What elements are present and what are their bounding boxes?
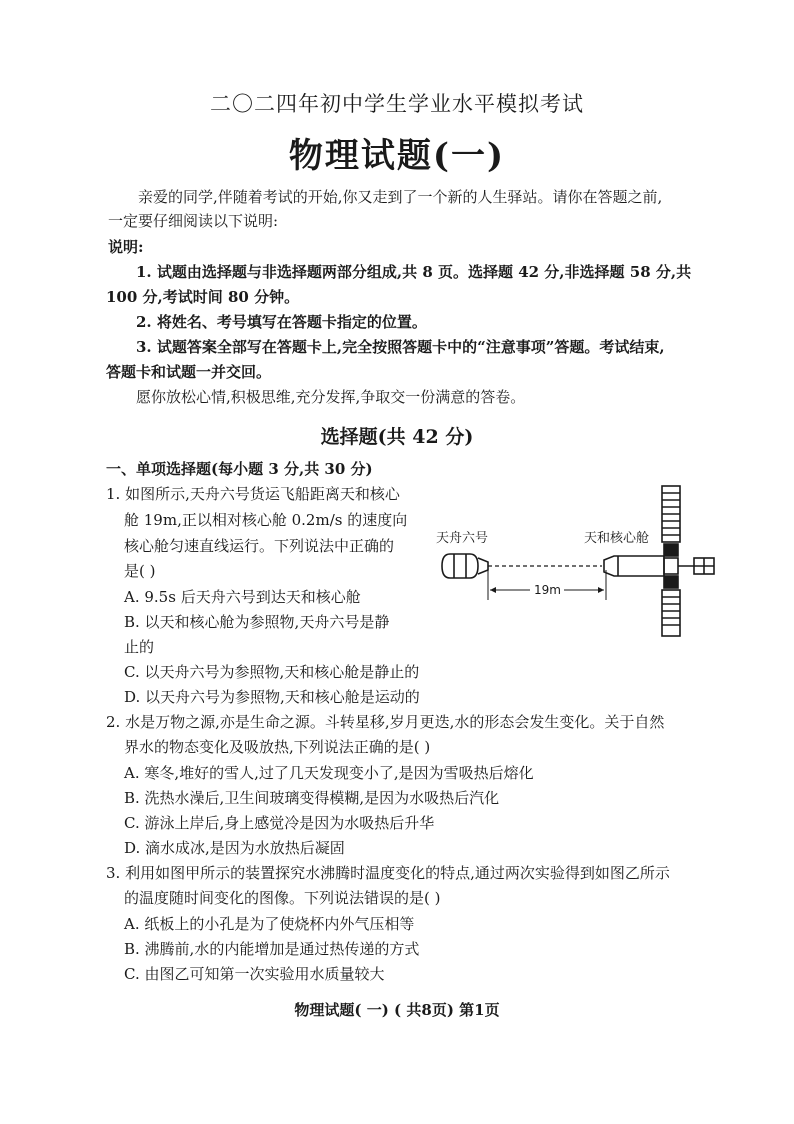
q3-stem-line-2: 的温度随时间变化的图像。下列说法错误的是( ) [124, 889, 441, 907]
q3-option-b: B. 沸腾前,水的内能增加是通过热传递的方式 [124, 940, 420, 958]
instruction-2: 2. 将姓名、考号填写在答题卡指定的位置。 [136, 313, 427, 331]
q1-spacecraft-figure [432, 482, 732, 642]
instruction-3-line-2: 答题卡和试题一并交回。 [106, 363, 272, 381]
label-tianhe: 天和核心舱 [584, 531, 650, 546]
subject-title: 物理试题(一) [288, 136, 506, 176]
tianzhou-capsule-icon [442, 554, 488, 578]
exam-title: 二〇二四年初中学生学业水平模拟考试 [210, 92, 584, 116]
q1-stem-line-3: 核心舱匀速直线运行。下列说法中正确的 [124, 537, 395, 555]
q1-option-a: A. 9.5s 后天舟六号到达天和核心舱 [124, 588, 361, 606]
q1-option-c: C. 以天舟六号为参照物,天和核心舱是静止的 [124, 663, 420, 681]
q2-option-d: D. 滴水成冰,是因为水放热后凝固 [124, 839, 345, 857]
q1-stem-line-4: 是( ) [124, 562, 156, 580]
q3-option-c: C. 由图乙可知第一次实验用水质量较大 [124, 965, 385, 983]
instructions-label: 说明: [108, 238, 144, 256]
q1-stem-line-2: 舱 19m,正以相对核心舱 0.2m/s 的速度向 [124, 511, 408, 529]
section-title: 选择题(共 42 分) [320, 426, 474, 448]
q3-option-a: A. 纸板上的小孔是为了使烧杯内外气压相等 [124, 915, 415, 933]
q2-stem-line-1: 2. 水是万物之源,亦是生命之源。斗转星移,岁月更迭,水的形态会发生变化。关于自然 [106, 713, 665, 731]
q2-option-a: A. 寒冬,堆好的雪人,过了几天发现变小了,是因为雪吸热后熔化 [124, 764, 534, 782]
intro-line-1: 亲爱的同学,伴随着考试的开始,你又走到了一个新的人生驿站。请你在答题之前, [138, 188, 663, 206]
q1-option-d: D. 以天舟六号为参照物,天和核心舱是运动的 [124, 688, 420, 706]
wish-text: 愿你放松心情,积极思维,充分发挥,争取交一份满意的答卷。 [136, 388, 526, 406]
instruction-3-line-1: 3. 试题答案全部写在答题卡上,完全按照答题卡中的“注意事项”答题。考试结束, [136, 338, 665, 356]
distance-label: 19m [534, 583, 561, 597]
instruction-1-line-1: 1. 试题由选择题与非选择题两部分组成,共 8 页。选择题 42 分,非选择题 58 分,共 [136, 263, 692, 281]
q2-option-b: B. 洗热水澡后,卫生间玻璃变得模糊,是因为水吸热后汽化 [124, 789, 500, 807]
section-subtitle: 一、单项选择题(每小题 3 分,共 30 分) [106, 460, 373, 478]
q1-stem-line-1: 1. 如图所示,天舟六号货运飞船距离天和核心 [106, 485, 400, 503]
q1-option-b-line-1: B. 以天和核心舱为参照物,天舟六号是静 [124, 613, 390, 631]
q3-stem-line-1: 3. 利用如图甲所示的装置探究水沸腾时温度变化的特点,通过两次实验得到如图乙所示 [106, 864, 670, 882]
q2-stem-line-2: 界水的物态变化及吸放热,下列说法正确的是( ) [124, 738, 431, 756]
q2-option-c: C. 游泳上岸后,身上感觉冷是因为水吸热后升华 [124, 814, 435, 832]
tianhe-module-icon [604, 486, 714, 636]
intro-line-2: 一定要仔细阅读以下说明: [108, 212, 279, 230]
q1-option-b-line-2: 止的 [124, 638, 155, 656]
page-footer: 物理试题( 一) ( 共8页) 第1页 [294, 1001, 500, 1019]
instruction-1-line-2: 100 分,考试时间 80 分钟。 [106, 288, 300, 306]
label-tianzhou: 天舟六号 [436, 531, 489, 546]
